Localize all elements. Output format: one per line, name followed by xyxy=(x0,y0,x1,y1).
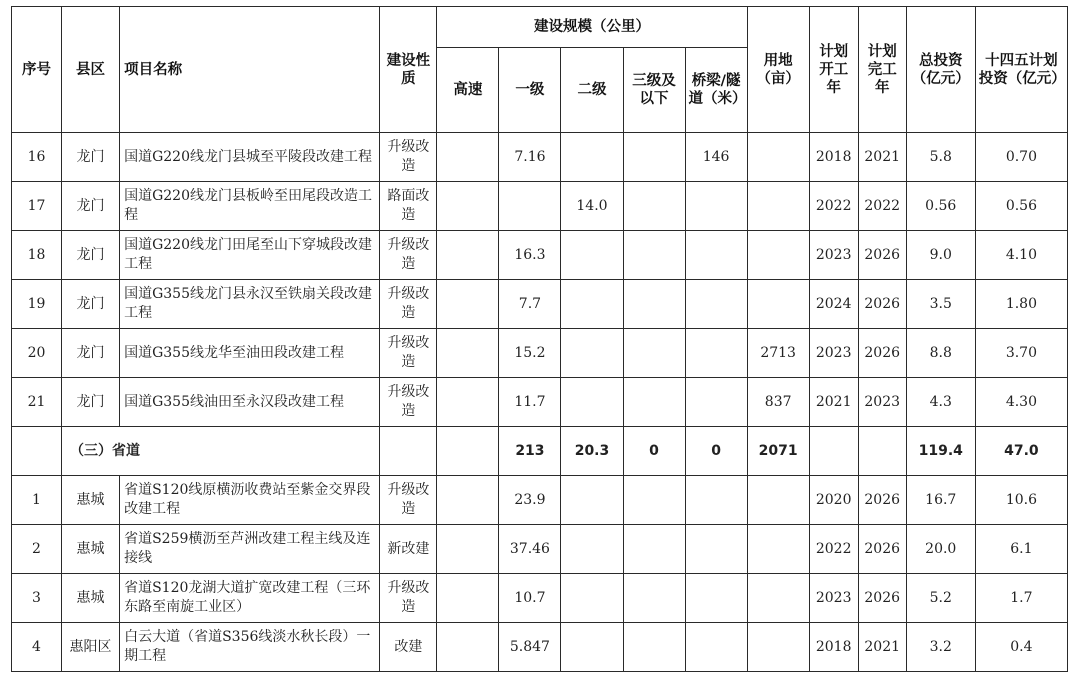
cell-plan-investment: 0.56 xyxy=(975,182,1067,231)
subtotal-plan-investment: 47.0 xyxy=(975,427,1067,476)
cell-grade1: 5.847 xyxy=(499,623,561,672)
table-subtotal xyxy=(12,427,1068,476)
cell-project-name: 国道G220线龙门县城至平陵段改建工程 xyxy=(120,133,380,182)
header-nature: 建设性质 xyxy=(380,7,437,133)
cell-end-year: 2026 xyxy=(858,329,906,378)
cell-total-investment: 9.0 xyxy=(906,231,975,280)
cell-land xyxy=(747,231,809,280)
cell-county: 惠城 xyxy=(62,525,120,574)
cell-seq: 21 xyxy=(12,378,62,427)
cell-grade2 xyxy=(561,133,623,182)
cell-grade2 xyxy=(561,231,623,280)
cell-plan-investment: 10.6 xyxy=(975,476,1067,525)
cell-land xyxy=(747,280,809,329)
cell-county: 惠阳区 xyxy=(62,623,120,672)
cell-nature: 改建 xyxy=(380,623,437,672)
cell-total-investment: 16.7 xyxy=(906,476,975,525)
cell-county: 龙门 xyxy=(62,280,120,329)
cell-grade1: 11.7 xyxy=(499,378,561,427)
header-total-investment: 总投资（亿元） xyxy=(906,7,975,133)
cell-start-year: 2023 xyxy=(809,329,858,378)
cell-land xyxy=(747,525,809,574)
subtotal-bridge: 0 xyxy=(685,427,747,476)
cell-grade1: 15.2 xyxy=(499,329,561,378)
cell-seq: 20 xyxy=(12,329,62,378)
cell-highway xyxy=(437,525,499,574)
cell-grade2 xyxy=(561,378,623,427)
cell-grade3 xyxy=(623,280,685,329)
table-row xyxy=(12,231,1068,280)
cell-plan-investment: 0.70 xyxy=(975,133,1067,182)
cell-bridge-tunnel xyxy=(685,378,747,427)
cell-total-investment: 20.0 xyxy=(906,525,975,574)
cell-grade1: 7.7 xyxy=(499,280,561,329)
cell-grade2 xyxy=(561,280,623,329)
cell-project-name: 省道S120线原横沥收费站至紫金交界段改建工程 xyxy=(120,476,380,525)
cell-total-investment: 3.5 xyxy=(906,280,975,329)
cell-bridge-tunnel xyxy=(685,574,747,623)
cell-bridge-tunnel xyxy=(685,182,747,231)
cell-end-year: 2026 xyxy=(858,574,906,623)
cell-total-investment: 5.8 xyxy=(906,133,975,182)
cell-nature: 升级改造 xyxy=(380,133,437,182)
cell-total-investment: 0.56 xyxy=(906,182,975,231)
cell-nature: 升级改造 xyxy=(380,280,437,329)
subtotal-grade3: 0 xyxy=(623,427,685,476)
subtotal-start xyxy=(809,427,858,476)
cell-county: 龙门 xyxy=(62,182,120,231)
cell-start-year: 2024 xyxy=(809,280,858,329)
cell-land: 2713 xyxy=(747,329,809,378)
cell-project-name: 国道G220线龙门田尾至山下穿城段改建工程 xyxy=(120,231,380,280)
cell-county: 龙门 xyxy=(62,133,120,182)
cell-total-investment: 4.3 xyxy=(906,378,975,427)
cell-grade3 xyxy=(623,182,685,231)
header-project-name: 项目名称 xyxy=(120,7,380,133)
cell-plan-investment: 6.1 xyxy=(975,525,1067,574)
subtotal-investment: 119.4 xyxy=(906,427,975,476)
cell-start-year: 2018 xyxy=(809,623,858,672)
cell-grade3 xyxy=(623,378,685,427)
project-table xyxy=(11,6,1068,672)
cell-seq: 2 xyxy=(12,525,62,574)
cell-start-year: 2023 xyxy=(809,574,858,623)
cell-grade1 xyxy=(499,182,561,231)
cell-end-year: 2021 xyxy=(858,133,906,182)
cell-grade3 xyxy=(623,231,685,280)
cell-nature: 路面改造 xyxy=(380,182,437,231)
project-table-container xyxy=(11,6,1068,672)
cell-highway xyxy=(437,280,499,329)
cell-plan-investment: 1.80 xyxy=(975,280,1067,329)
cell-grade3 xyxy=(623,133,685,182)
cell-end-year: 2026 xyxy=(858,476,906,525)
cell-project-name: 省道S259横沥至芦洲改建工程主线及连接线 xyxy=(120,525,380,574)
header-grade2: 二级 xyxy=(561,48,623,133)
cell-plan-investment: 4.30 xyxy=(975,378,1067,427)
cell-land xyxy=(747,476,809,525)
cell-plan-investment: 0.4 xyxy=(975,623,1067,672)
cell-grade1: 10.7 xyxy=(499,574,561,623)
cell-bridge-tunnel xyxy=(685,231,747,280)
cell-project-name: 国道G355线龙门县永汉至铁扇关段改建工程 xyxy=(120,280,380,329)
cell-end-year: 2026 xyxy=(858,525,906,574)
header-plan-investment: 十四五计划投资（亿元） xyxy=(975,7,1067,133)
cell-nature: 新改建 xyxy=(380,525,437,574)
header-start-year: 计划开工年 xyxy=(809,7,858,133)
cell-grade1: 37.46 xyxy=(499,525,561,574)
cell-start-year: 2022 xyxy=(809,525,858,574)
cell-grade2 xyxy=(561,329,623,378)
cell-highway xyxy=(437,329,499,378)
cell-seq: 16 xyxy=(12,133,62,182)
cell-land: 837 xyxy=(747,378,809,427)
cell-county: 龙门 xyxy=(62,329,120,378)
cell-project-name: 国道G355线油田至永汉段改建工程 xyxy=(120,378,380,427)
cell-highway xyxy=(437,623,499,672)
cell-end-year: 2023 xyxy=(858,378,906,427)
cell-nature: 升级改造 xyxy=(380,574,437,623)
cell-grade3 xyxy=(623,574,685,623)
cell-bridge-tunnel: 146 xyxy=(685,133,747,182)
cell-bridge-tunnel xyxy=(685,476,747,525)
cell-grade1: 23.9 xyxy=(499,476,561,525)
cell-highway xyxy=(437,574,499,623)
cell-seq: 19 xyxy=(12,280,62,329)
cell-total-investment: 8.8 xyxy=(906,329,975,378)
cell-plan-investment: 4.10 xyxy=(975,231,1067,280)
header-county: 县区 xyxy=(62,7,120,133)
subtotal-grade1: 213 xyxy=(499,427,561,476)
table-row xyxy=(12,280,1068,329)
header-grade3: 三级及以下 xyxy=(623,48,685,133)
cell-seq: 17 xyxy=(12,182,62,231)
cell-start-year: 2023 xyxy=(809,231,858,280)
cell-project-name: 白云大道（省道S356线淡水秋长段）一期工程 xyxy=(120,623,380,672)
cell-highway xyxy=(437,231,499,280)
table-row xyxy=(12,182,1068,231)
cell-land xyxy=(747,182,809,231)
subtotal-grade2: 20.3 xyxy=(561,427,623,476)
header-land: 用地（亩） xyxy=(747,7,809,133)
cell-county: 惠城 xyxy=(62,476,120,525)
cell-bridge-tunnel xyxy=(685,280,747,329)
cell-highway xyxy=(437,182,499,231)
cell-start-year: 2018 xyxy=(809,133,858,182)
subtotal-seq xyxy=(12,427,62,476)
cell-county: 龙门 xyxy=(62,231,120,280)
cell-grade3 xyxy=(623,476,685,525)
cell-grade3 xyxy=(623,525,685,574)
subtotal-row xyxy=(12,427,1068,476)
cell-grade3 xyxy=(623,623,685,672)
cell-county: 惠城 xyxy=(62,574,120,623)
cell-highway xyxy=(437,476,499,525)
cell-grade2 xyxy=(561,525,623,574)
cell-grade1: 7.16 xyxy=(499,133,561,182)
subtotal-nature xyxy=(380,427,437,476)
cell-end-year: 2026 xyxy=(858,231,906,280)
cell-total-investment: 5.2 xyxy=(906,574,975,623)
cell-end-year: 2021 xyxy=(858,623,906,672)
cell-seq: 18 xyxy=(12,231,62,280)
header-end-year: 计划完工年 xyxy=(858,7,906,133)
subtotal-highway xyxy=(437,427,499,476)
table-row xyxy=(12,525,1068,574)
cell-bridge-tunnel xyxy=(685,329,747,378)
cell-start-year: 2021 xyxy=(809,378,858,427)
cell-highway xyxy=(437,133,499,182)
cell-land xyxy=(747,574,809,623)
table-row xyxy=(12,329,1068,378)
header-bridge-tunnel: 桥梁/隧道（米） xyxy=(685,48,747,133)
cell-grade1: 16.3 xyxy=(499,231,561,280)
cell-grade2 xyxy=(561,623,623,672)
cell-start-year: 2022 xyxy=(809,182,858,231)
subtotal-end xyxy=(858,427,906,476)
cell-seq: 4 xyxy=(12,623,62,672)
cell-end-year: 2022 xyxy=(858,182,906,231)
header-scale-group: 建设规模（公里） xyxy=(437,7,747,48)
cell-land xyxy=(747,133,809,182)
cell-project-name: 国道G355线龙华至油田段改建工程 xyxy=(120,329,380,378)
cell-bridge-tunnel xyxy=(685,623,747,672)
cell-nature: 升级改造 xyxy=(380,231,437,280)
cell-total-investment: 3.2 xyxy=(906,623,975,672)
cell-project-name: 省道S120龙湖大道扩宽改建工程（三环东路至南旋工业区） xyxy=(120,574,380,623)
cell-grade2 xyxy=(561,574,623,623)
cell-grade2 xyxy=(561,476,623,525)
table-body-national xyxy=(12,133,1068,427)
table-row xyxy=(12,476,1068,525)
cell-county: 龙门 xyxy=(62,378,120,427)
cell-grade3 xyxy=(623,329,685,378)
table-header xyxy=(12,7,1068,133)
header-seq: 序号 xyxy=(12,7,62,133)
cell-project-name: 国道G220线龙门县板岭至田尾段改造工程 xyxy=(120,182,380,231)
cell-plan-investment: 3.70 xyxy=(975,329,1067,378)
cell-nature: 升级改造 xyxy=(380,378,437,427)
cell-seq: 3 xyxy=(12,574,62,623)
table-row xyxy=(12,623,1068,672)
table-body-provincial xyxy=(12,476,1068,672)
subtotal-title: （三）省道 xyxy=(62,427,380,476)
header-highway: 高速 xyxy=(437,48,499,133)
cell-plan-investment: 1.7 xyxy=(975,574,1067,623)
subtotal-land: 2071 xyxy=(747,427,809,476)
cell-highway xyxy=(437,378,499,427)
table-row xyxy=(12,378,1068,427)
cell-land xyxy=(747,623,809,672)
header-grade1: 一级 xyxy=(499,48,561,133)
cell-start-year: 2020 xyxy=(809,476,858,525)
table-row xyxy=(12,574,1068,623)
cell-grade2: 14.0 xyxy=(561,182,623,231)
cell-bridge-tunnel xyxy=(685,525,747,574)
cell-end-year: 2026 xyxy=(858,280,906,329)
cell-nature: 升级改造 xyxy=(380,329,437,378)
table-row xyxy=(12,133,1068,182)
cell-nature: 升级改造 xyxy=(380,476,437,525)
cell-seq: 1 xyxy=(12,476,62,525)
